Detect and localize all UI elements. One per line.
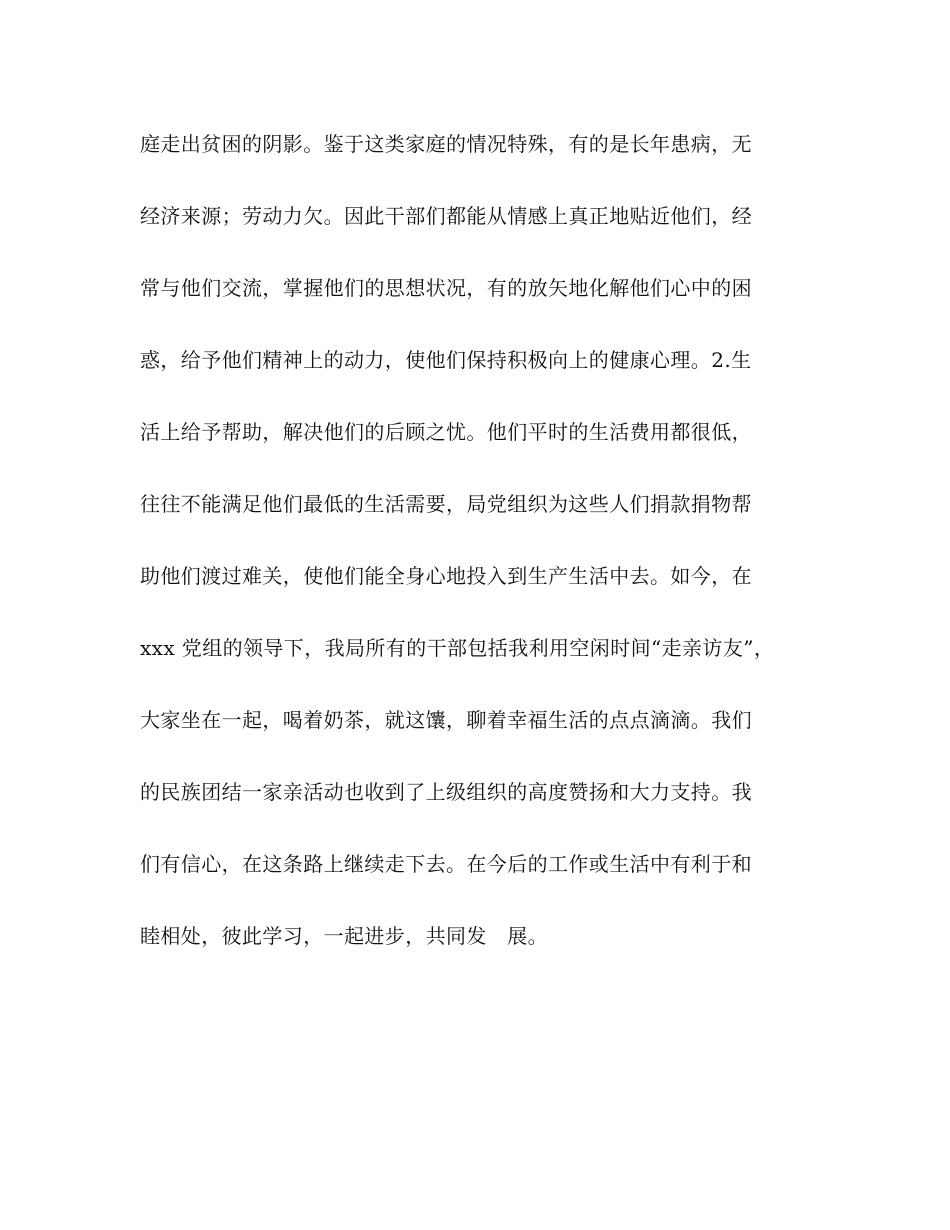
text-line-6: 往往不能满足他们最低的生活需要，局党组织为这些人们捐款捐物帮 xyxy=(140,492,752,516)
text-line-8: xxx 党组的领导下，我局所有的干部包括我利用空闲时间“走亲访友”， xyxy=(140,636,775,660)
text-line-12: 睦相处，彼此学习，一起进步，共同发 展。 xyxy=(140,924,548,948)
text-line-5: 活上给予帮助，解决他们的后顾之忧。他们平时的生活费用都很低， xyxy=(140,420,752,444)
text-line-11: 们有信心，在这条路上继续走下去。在今后的工作或生活中有利于和 xyxy=(140,852,752,876)
text-line-7: 助他们渡过难关，使他们能全身心地投入到生产生活中去。如今，在 xyxy=(140,564,752,588)
text-line-2: 经济来源；劳动力欠。因此干部们都能从情感上真正地贴近他们，经 xyxy=(140,204,752,228)
text-line-1: 庭走出贫困的阴影。鉴于这类家庭的情况特殊，有的是长年患病，无 xyxy=(140,132,752,156)
text-line-3: 常与他们交流，掌握他们的思想状况，有的放矢地化解他们心中的困 xyxy=(140,276,752,300)
text-line-9: 大家坐在一起，喝着奶茶，就这馕，聊着幸福生活的点点滴滴。我们 xyxy=(140,708,752,732)
text-line-4: 惑，给予他们精神上的动力，使他们保持积极向上的健康心理。2.生 xyxy=(140,348,752,372)
text-line-10: 的民族团结一家亲活动也收到了上级组织的高度赞扬和大力支持。我 xyxy=(140,780,752,804)
body-text xyxy=(140,124,830,988)
